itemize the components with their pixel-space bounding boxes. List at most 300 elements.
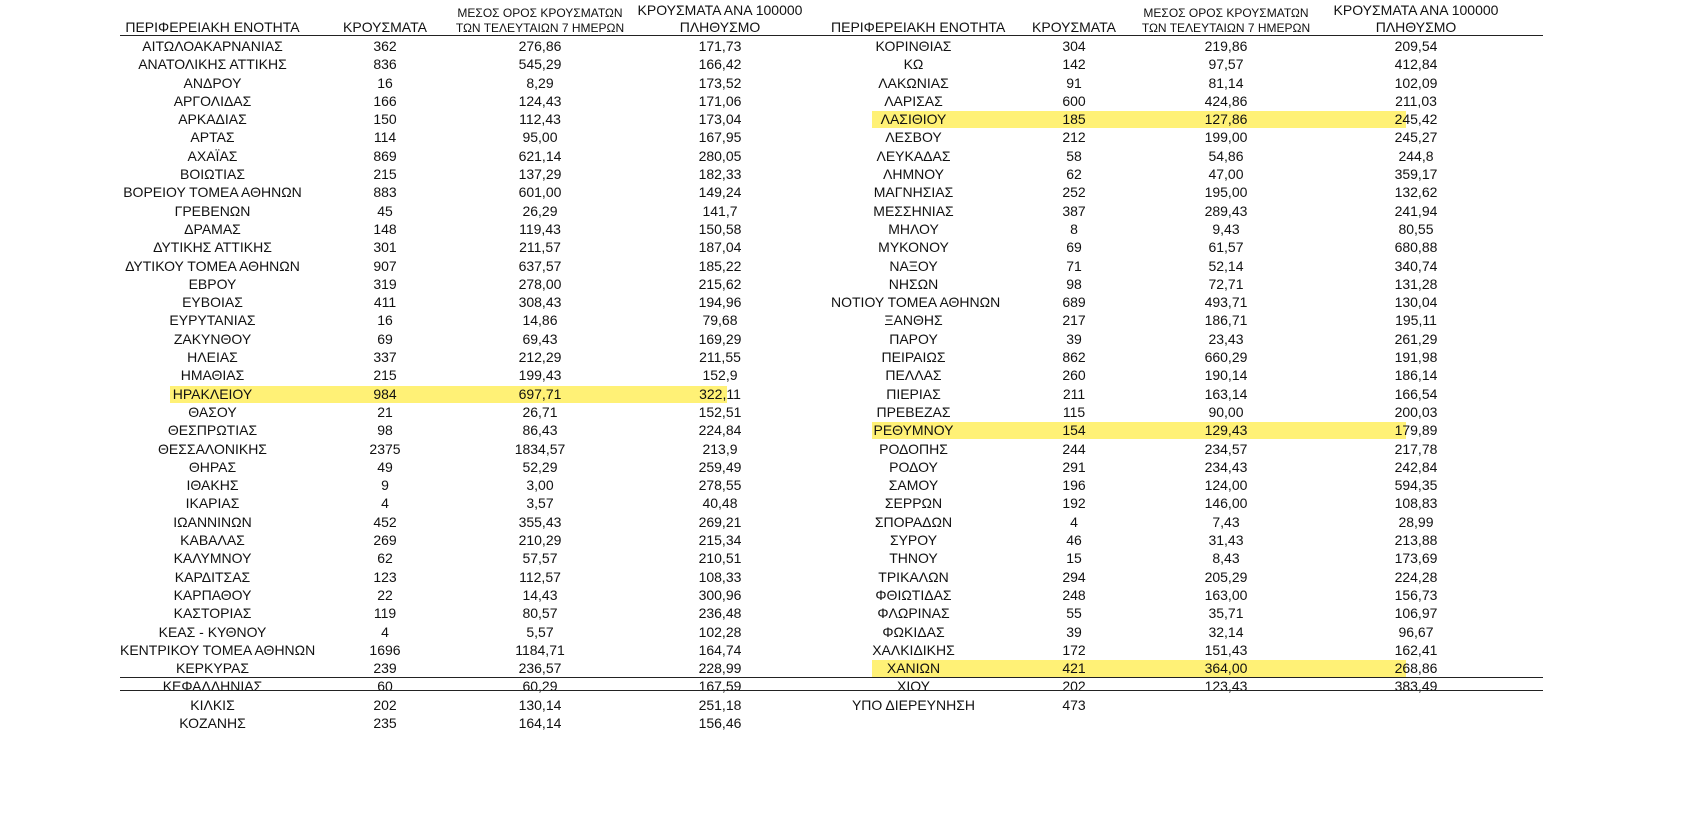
avg-cell: 234,57 [1204,440,1248,457]
avg-cell: 32,14 [1208,623,1244,640]
region-cell: ΧΑΝΙΩΝ [886,660,941,677]
per100k-cell: 80,55 [1398,220,1434,237]
cases-cell: 46 [1066,532,1082,549]
region-cell: ΚΕΡΚΥΡΑΣ [176,660,249,677]
per100k-cell: 412,84 [1394,56,1438,73]
region-cell: ΑΡΚΑΔΙΑΣ [178,111,247,128]
per100k-cell: 166,42 [698,56,742,73]
cases-cell: 387 [1062,202,1086,219]
region-cell: ΡΟΔΟΥ [889,458,938,475]
region-cell: ΗΛΕΙΑΣ [187,349,238,366]
per100k-cell: 131,28 [1394,275,1438,292]
region-cell: ΘΗΡΑΣ [188,458,237,475]
region-cell: ΚΑΣΤΟΡΙΑΣ [173,605,252,622]
avg-cell: 61,57 [1208,239,1244,256]
per100k-cell: 179,89 [1394,422,1438,439]
cases-cell: 600 [1062,92,1086,109]
avg-cell: 119,43 [519,220,561,237]
avg-cell: 146,00 [1204,495,1248,512]
per100k-cell: 194,96 [698,294,742,311]
per100k-cell: 171,06 [698,92,742,109]
region-cell: ΜΗΛΟΥ [888,220,939,237]
per100k-cell: 106,97 [1394,605,1438,622]
header-avg-line1: ΜΕΣΟΣ ΟΡΟΣ ΚΡΟΥΣΜΑΤΩΝ [1143,6,1309,20]
per100k-cell: 173,69 [1394,550,1438,567]
cases-cell: 16 [377,74,393,91]
avg-cell: 424,86 [1204,92,1248,109]
cases-cell: 62 [1066,166,1082,183]
cases-cell: 45 [377,202,393,219]
cases-cell: 16 [377,312,393,329]
per100k-cell: 245,42 [1394,111,1438,128]
region-cell: ΡΟΔΟΠΗΣ [879,440,948,457]
avg-cell: 199,43 [518,367,562,384]
region-cell: ΘΑΣΟΥ [188,403,237,420]
region-cell: ΚΕΝΤΡΙΚΟΥ ΤΟΜΕΑ ΑΘΗΝΩΝ [120,641,316,658]
cases-cell: 39 [1066,623,1082,640]
cases-cell: 192 [1062,495,1086,512]
cases-cell: 319 [373,275,397,292]
region-cell: ΣΠΟΡΑΔΩΝ [874,513,953,530]
region-cell: ΛΑΚΩΝΙΑΣ [878,74,949,91]
avg-cell: 164,14 [518,714,562,731]
cases-cell: 8 [1070,220,1078,237]
cases-cell: 215 [373,367,397,384]
avg-cell: 660,29 [1204,349,1248,366]
region-cell: ΚΑΡΔΙΤΣΑΣ [174,568,251,585]
per100k-cell: 186,14 [1394,367,1438,384]
cases-cell: 15 [1066,550,1082,567]
region-cell: ΚΑΒΑΛΑΣ [180,532,245,549]
per100k-cell: 383,49 [1394,678,1438,695]
avg-cell: 26,29 [522,202,558,219]
per100k-cell: 236,48 [698,605,742,622]
cases-cell: 98 [1066,275,1082,292]
cases-cell: 452 [373,513,397,530]
per100k-cell: 167,95 [698,129,742,146]
cases-cell: 836 [373,56,397,73]
header-per100k-line2: ΠΛΗΘΥΣΜΟ [1375,19,1457,35]
region-cell: ΕΥΒΟΙΑΣ [182,294,243,311]
cases-cell: 269 [373,532,397,549]
avg-cell: 69,43 [522,330,558,347]
avg-cell: 3,00 [526,477,554,494]
avg-cell: 130,14 [518,696,562,713]
per100k-cell: 340,74 [1394,257,1438,274]
cases-cell: 4 [1070,513,1078,530]
region-cell: ΑΧΑΪΑΣ [187,147,238,164]
per100k-cell: 322,11 [699,385,741,402]
avg-cell: 1184,71 [515,641,565,658]
avg-cell: 124,43 [518,92,562,109]
per100k-cell: 211,03 [1395,92,1437,109]
per100k-cell: 130,04 [1394,294,1438,311]
cases-cell: 260 [1062,367,1086,384]
per100k-cell: 152,9 [702,367,738,384]
avg-cell: 355,43 [518,513,562,530]
avg-cell: 195,00 [1204,184,1248,201]
per100k-cell: 211,55 [699,349,741,366]
region-cell: ΦΩΚΙΔΑΣ [882,623,945,640]
cases-cell: 196 [1062,477,1086,494]
avg-cell: 5,57 [526,623,554,640]
per100k-cell: 244,8 [1398,147,1434,164]
region-cell: ΑΡΓΟΛΙΔΑΣ [173,92,252,109]
per100k-cell: 132,62 [1394,184,1438,201]
per100k-cell: 259,49 [698,458,742,475]
avg-cell: 190,14 [1204,367,1248,384]
per100k-cell: 268,86 [1394,660,1438,677]
header-per100k-line1: ΚΡΟΥΣΜΑΤΑ ΑΝΑ 100000 [637,2,803,18]
cases-cell: 142 [1062,56,1086,73]
region-cell: ΔΡΑΜΑΣ [184,220,241,237]
avg-cell: 278,00 [518,275,562,292]
per100k-cell: 167,59 [698,678,742,695]
cases-cell: 291 [1062,458,1086,475]
per100k-cell: 213,88 [1394,532,1438,549]
region-cell: ΠΡΕΒΕΖΑΣ [876,403,951,420]
cases-cell: 689 [1062,294,1086,311]
region-cell: ΞΑΝΘΗΣ [884,312,943,329]
per100k-cell: 187,04 [698,239,742,256]
cases-cell: 212 [1062,129,1086,146]
region-cell: ΦΛΩΡΙΝΑΣ [877,605,950,622]
per100k-cell: 213,9 [702,440,738,457]
cases-cell: 60 [377,678,393,695]
region-cell: ΠΙΕΡΙΑΣ [886,385,941,402]
cases-cell: 55 [1066,605,1082,622]
per100k-cell: 215,34 [698,532,742,549]
cases-cell: 2375 [369,440,401,457]
cases-cell: 473 [1062,696,1086,713]
cases-cell: 362 [373,38,397,54]
avg-cell: 14,86 [522,312,558,329]
region-cell: ΘΕΣΣΑΛΟΝΙΚΗΣ [158,440,267,457]
per100k-cell: 182,33 [698,166,742,183]
cases-cell: 114 [373,129,397,146]
avg-cell: 163,14 [1204,385,1248,402]
region-cell: ΜΕΣΣΗΝΙΑΣ [873,202,954,219]
cases-cell: 123 [373,568,397,585]
per100k-cell: 300,96 [698,586,742,603]
per100k-cell: 224,28 [1394,568,1438,585]
region-cell: ΦΘΙΩΤΙΔΑΣ [875,586,952,603]
region-cell: ΣΕΡΡΩΝ [884,495,943,512]
per100k-cell: 191,98 [1394,349,1438,366]
header-rule [120,35,1543,36]
per100k-cell: 108,33 [698,568,742,585]
per100k-cell: 149,24 [698,184,742,201]
cases-cell: 239 [373,660,397,677]
cases-cell: 172 [1062,641,1086,658]
region-cell: ΔΥΤΙΚΟΥ ΤΟΜΕΑ ΑΘΗΝΩΝ [125,257,300,274]
avg-cell: 97,57 [1208,56,1244,73]
per100k-cell: 269,21 [698,513,742,530]
cases-cell: 202 [373,696,397,713]
region-cell: ΜΑΓΝΗΣΙΑΣ [873,184,954,201]
cases-cell: 304 [1062,38,1086,54]
cases-cell: 62 [377,550,393,567]
region-cell: ΒΟΡΕΙΟΥ ΤΟΜΕΑ ΑΘΗΝΩΝ [123,184,302,201]
region-cell: ΤΡΙΚΑΛΩΝ [878,568,949,585]
cases-cell: 4 [381,495,389,512]
cases-cell: 69 [377,330,393,347]
avg-cell: 8,43 [1212,550,1240,567]
per100k-cell: 261,29 [1394,330,1438,347]
avg-cell: 112,43 [519,111,561,128]
cases-cell: 4 [381,623,389,640]
avg-cell: 14,43 [522,586,558,603]
per100k-cell: 209,54 [1394,38,1438,54]
avg-cell: 1834,57 [514,440,566,457]
per100k-cell: 241,94 [1394,202,1438,219]
cases-cell: 217 [1062,312,1086,329]
cases-cell: 21 [377,403,393,420]
avg-cell: 47,00 [1208,166,1244,183]
region-cell: ΕΥΡΥΤΑΝΙΑΣ [169,312,256,329]
cases-cell: 98 [377,422,393,439]
region-cell: ΑΙΤΩΛΟΑΚΑΡΝΑΝΙΑΣ [142,38,283,54]
region-cell: ΑΝΑΤΟΛΙΚΗΣ ΑΤΤΙΚΗΣ [138,56,287,73]
avg-cell: 124,00 [1204,477,1248,494]
region-cell: ΝΑΞΟΥ [889,257,938,274]
cases-cell: 154 [1062,422,1086,439]
avg-cell: 57,57 [522,550,558,567]
region-cell: ΓΡΕΒΕΝΩΝ [174,202,251,219]
region-cell: ΡΕΘΥΜΝΟΥ [873,422,954,439]
avg-cell: 127,86 [1204,111,1248,128]
region-cell: ΚΑΛΥΜΝΟΥ [173,550,252,567]
cases-cell: 115 [1062,403,1086,420]
region-cell: ΙΚΑΡΙΑΣ [185,495,240,512]
cases-cell: 49 [377,458,393,475]
region-cell: ΚΕΑΣ - ΚΥΘΝΟΥ [158,623,267,640]
header-avg-line2: ΤΩΝ ΤΕΛΕΥΤΑΙΩΝ 7 ΗΜΕΡΩΝ [455,21,625,35]
avg-cell: 276,86 [518,38,562,54]
avg-cell: 205,29 [1204,568,1248,585]
avg-cell: 52,14 [1208,257,1244,274]
per100k-cell: 171,73 [698,38,742,54]
avg-cell: 90,00 [1208,403,1244,420]
avg-cell: 112,57 [519,568,561,585]
per100k-cell: 152,51 [698,403,742,420]
region-cell: ΣΑΜΟΥ [888,477,939,494]
bottom-rule-2 [120,690,1543,691]
avg-cell: 199,00 [1204,129,1248,146]
avg-cell: 60,29 [522,678,558,695]
per100k-cell: 169,29 [698,330,742,347]
region-cell: ΕΒΡΟΥ [188,275,237,292]
cases-cell: 150 [373,111,397,128]
region-cell: ΖΑΚΥΝΘΟΥ [173,330,252,347]
region-cell: ΥΠΟ ΔΙΕΡΕΥΝΗΣΗ [851,696,976,713]
region-cell: ΗΡΑΚΛΕΙΟΥ [172,385,253,402]
per100k-cell: 215,62 [698,275,742,292]
per100k-cell: 40,48 [702,495,738,512]
avg-cell: 493,71 [1204,294,1248,311]
avg-cell: 52,29 [522,458,558,475]
avg-cell: 129,43 [1204,422,1248,439]
region-cell: ΛΗΜΝΟΥ [882,166,944,183]
avg-cell: 364,00 [1204,660,1248,677]
cases-cell: 202 [1062,678,1086,695]
region-cell: ΚΙΛΚΙΣ [190,696,235,713]
header-per100k-line1: ΚΡΟΥΣΜΑΤΑ ΑΝΑ 100000 [1333,2,1499,18]
cases-cell: 69 [1066,239,1082,256]
region-cell: ΛΕΥΚΑΔΑΣ [876,147,951,164]
per100k-cell: 251,18 [698,696,742,713]
cases-cell: 984 [373,385,397,402]
avg-cell: 601,00 [518,184,562,201]
region-cell: ΒΟΙΩΤΙΑΣ [179,166,246,183]
cases-cell: 421 [1062,660,1086,677]
cases-cell: 185 [1062,111,1086,128]
cases-cell: 148 [373,220,397,237]
region-cell: ΑΝΔΡΟΥ [183,74,242,91]
per100k-cell: 242,84 [1394,458,1438,475]
per100k-cell: 150,58 [698,220,742,237]
per100k-cell: 108,83 [1394,495,1438,512]
cases-cell: 252 [1062,184,1086,201]
per100k-cell: 96,67 [1398,623,1434,640]
header-cases: ΚΡΟΥΣΜΑΤΑ [1032,19,1116,35]
cases-cell: 411 [373,294,397,311]
per100k-cell: 217,78 [1394,440,1438,457]
cases-cell: 337 [373,349,397,366]
cases-cell: 235 [373,714,397,731]
avg-cell: 308,43 [518,294,562,311]
region-cell: ΠΑΡΟΥ [889,330,938,347]
cases-cell: 58 [1066,147,1082,164]
avg-cell: 35,71 [1208,605,1244,622]
avg-cell: 163,00 [1204,586,1248,603]
region-cell: ΙΩΑΝΝΙΝΩΝ [173,513,252,530]
region-cell: ΘΕΣΠΡΩΤΙΑΣ [167,422,258,439]
per100k-cell: 164,74 [698,641,742,658]
cases-cell: 907 [373,257,397,274]
region-cell: ΧΑΛΚΙΔΙΚΗΣ [872,641,955,658]
bottom-rule-1 [120,677,1543,678]
avg-cell: 637,57 [518,257,562,274]
cases-cell: 211 [1062,385,1086,402]
avg-cell: 26,71 [522,403,558,420]
avg-cell: 54,86 [1208,147,1244,164]
region-cell: ΤΗΝΟΥ [889,550,938,567]
cases-cell: 22 [377,586,393,603]
avg-cell: 137,29 [518,166,562,183]
cases-cell: 244 [1062,440,1086,457]
region-cell: ΛΕΣΒΟΥ [885,129,942,146]
avg-cell: 219,86 [1204,38,1248,54]
region-cell: ΠΕΛΛΑΣ [885,367,942,384]
per100k-cell: 166,54 [1394,385,1438,402]
avg-cell: 697,71 [518,385,562,402]
avg-cell: 545,29 [518,56,562,73]
per100k-cell: 162,41 [1394,641,1438,658]
cases-cell: 294 [1062,568,1086,585]
region-cell: ΚΕΦΑΛΛΗΝΙΑΣ [162,678,263,695]
region-cell: ΣΥΡΟΥ [889,532,938,549]
avg-cell: 212,29 [518,349,562,366]
region-cell: ΛΑΡΙΣΑΣ [884,92,943,109]
per100k-cell: 102,28 [698,623,742,640]
per100k-cell: 156,73 [1394,586,1438,603]
region-cell: ΝΗΣΩΝ [888,275,939,292]
header-region: ΠΕΡΙΦΕΡΕΙΑΚΗ ΕΝΟΤΗΤΑ [831,19,1006,35]
per100k-cell: 28,99 [1398,513,1434,530]
cases-cell: 869 [373,147,397,164]
cases-cell: 39 [1066,330,1082,347]
per100k-cell: 173,52 [698,74,742,91]
avg-cell: 151,43 [1204,641,1248,658]
per100k-cell: 228,99 [698,660,742,677]
cases-cell: 119 [373,605,397,622]
header-avg-line2: ΤΩΝ ΤΕΛΕΥΤΑΙΩΝ 7 ΗΜΕΡΩΝ [1141,21,1311,35]
avg-cell: 95,00 [522,129,558,146]
avg-cell: 31,43 [1208,532,1244,549]
header-avg-line1: ΜΕΣΟΣ ΟΡΟΣ ΚΡΟΥΣΜΑΤΩΝ [457,6,623,20]
region-cell: ΝΟΤΙΟΥ ΤΟΜΕΑ ΑΘΗΝΩΝ [831,294,1001,311]
avg-cell: 210,29 [518,532,562,549]
region-cell: ΠΕΙΡΑΙΩΣ [881,349,946,366]
avg-cell: 23,43 [1208,330,1244,347]
cases-cell: 862 [1062,349,1086,366]
per100k-cell: 359,17 [1394,166,1438,183]
cases-cell: 71 [1066,257,1082,274]
header-per100k-line2: ΠΛΗΘΥΣΜΟ [679,19,761,35]
avg-cell: 123,43 [1204,678,1248,695]
cases-cell: 166 [373,92,397,109]
avg-cell: 186,71 [1204,312,1248,329]
region-cell: ΑΡΤΑΣ [190,129,235,146]
per100k-cell: 594,35 [1394,477,1438,494]
avg-cell: 80,57 [522,605,558,622]
per100k-cell: 156,46 [698,714,742,731]
per100k-cell: 278,55 [698,477,742,494]
cases-cell: 301 [373,239,397,256]
avg-cell: 7,43 [1212,513,1240,530]
per100k-cell: 79,68 [702,312,738,329]
per100k-cell: 195,11 [1395,312,1437,329]
per100k-cell: 245,27 [1394,129,1438,146]
region-cell: ΗΜΑΘΙΑΣ [180,367,245,384]
per100k-cell: 200,03 [1394,403,1438,420]
avg-cell: 72,71 [1208,275,1244,292]
avg-cell: 86,43 [522,422,558,439]
header-region: ΠΕΡΙΦΕΡΕΙΑΚΗ ΕΝΟΤΗΤΑ [125,19,300,35]
cases-cell: 248 [1062,586,1086,603]
avg-cell: 621,14 [518,147,562,164]
per100k-cell: 173,04 [698,111,742,128]
region-cell: ΧΙΟΥ [896,678,930,695]
region-cell: ΜΥΚΟΝΟΥ [878,239,949,256]
avg-cell: 234,43 [1204,458,1248,475]
region-cell: ΛΑΣΙΘΙΟΥ [880,111,947,128]
per100k-cell: 185,22 [698,257,742,274]
cases-cell: 1696 [369,641,401,658]
region-cell: ΚΩ [903,56,924,73]
avg-cell: 3,57 [526,495,554,512]
cases-cell: 883 [373,184,397,201]
per100k-cell: 102,09 [1394,74,1438,91]
region-cell: ΚΟΡΙΝΘΙΑΣ [875,38,952,54]
cases-cell: 91 [1066,74,1082,91]
per100k-cell: 141,7 [702,202,738,219]
avg-cell: 211,57 [519,239,561,256]
region-cell: ΚΑΡΠΑΘΟΥ [173,586,252,603]
per100k-cell: 224,84 [698,422,742,439]
per100k-cell: 210,51 [698,550,742,567]
